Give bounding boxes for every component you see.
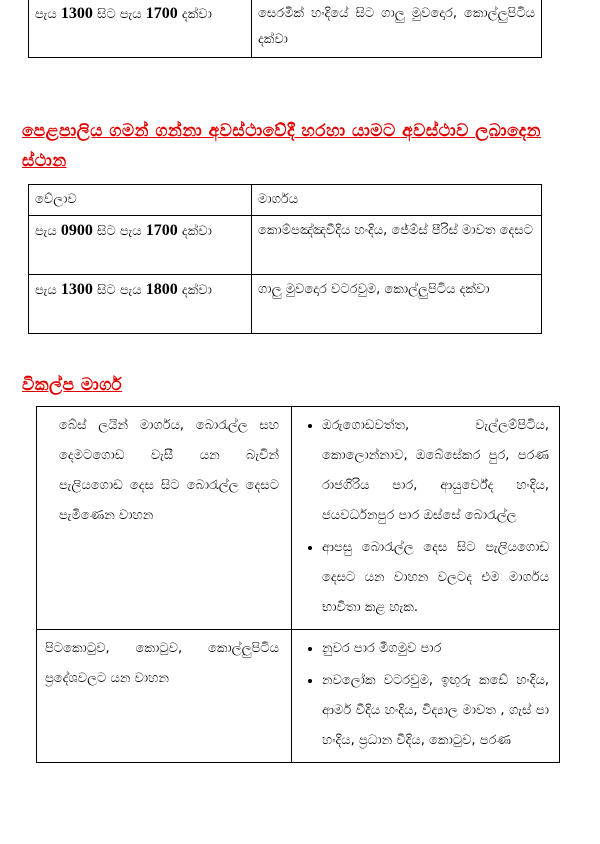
time-cell: [29, 0, 252, 58]
header-time: වේලාව: [29, 185, 252, 216]
list-item: • ඔරුගොඩවත්ත, වැල්ලම්පිටිය, කොලොන්නාව, ඔබේසේකර පුර, පරණ රාජගිරිය පාර, ආයුර්වේද හංදිය, ජයවර්ධනපුර පාර ඔස්සේ බොරැල්ල: [322, 411, 549, 531]
time-start: 1300: [60, 5, 93, 22]
list-item: • ආපසු බොරැල්ල දෙස සිට පැලියගොඩ දෙසට යන වාහන වලටද එම මාර්ගය භාවිතා කළ හැක.: [322, 533, 549, 623]
table-header-row: [29, 185, 542, 216]
table-row: [29, 216, 542, 275]
route-list: [296, 411, 549, 623]
alternative-route-cell: [292, 407, 560, 630]
table-row: [29, 0, 542, 58]
alternative-route-cell: [292, 630, 560, 763]
list-item: • නුවර පාර මීගමුව පාර: [322, 634, 549, 664]
time-mid: සිට පැය: [92, 7, 146, 22]
list-item: • නවලෝක වටරවුම, ඉඟුරු කඩේ හංදිය, ආමර් වීදිය හංදිය, විද්‍යාල මාවත , ගැස් පා හංදිය, ප්‍රධාන වීදිය, කොටුව, පරණ: [322, 666, 549, 756]
table-row: [29, 275, 542, 334]
crossing-points-table: [28, 184, 542, 334]
header-route: මාර්ගය: [252, 185, 542, 216]
route-cell: සෙරමික් හංදියේ සිට ගාලු මුවදොර, කොල්ලුපිටිය දක්වා: [252, 0, 542, 58]
route-list: [296, 634, 549, 756]
time-cell: පැය 1300 සිට පැය 1800 දක්වා: [29, 275, 252, 334]
table-row: [37, 407, 560, 630]
top-route-table: [28, 0, 542, 58]
section-heading-alternative-routes: විකල්ප මාර්ග: [22, 375, 123, 395]
route-cell: ගාලු මුවදොර වටරවුම, කොල්ලුපිටිය දක්වා: [252, 275, 542, 334]
table-row: [37, 630, 560, 763]
section-heading-crossing-points: පෙළපාලිය ගමන් ගන්නා අවස්ථාවේදී හරහා යාමට අවස්ථාව ලබාදෙන ස්ථාන: [22, 121, 541, 171]
time-cell: පැය 0900 සිට පැය 1700 දක්වා: [29, 216, 252, 275]
affected-vehicles-cell: පිටකොටුව, කොටුව, කොල්ලුපිටිය ප්‍රදේශවලට යන වාහන: [37, 630, 292, 763]
time-prefix: පැය: [35, 7, 61, 22]
alternative-routes-table: [36, 406, 560, 763]
time-suffix: දක්වා: [177, 7, 212, 22]
route-cell: කොම්පඤ්ඤවීදිය හංදිය, ජේම්ස් පීරිස් මාවත දෙසට: [252, 216, 542, 275]
time-end: 1700: [145, 5, 178, 22]
affected-vehicles-cell: බේස් ලයින් මාර්ගය, බොරැල්ල සහ දෙමටගොඩ වැසී යන බැවින් පැලියගොඩ දෙස සිට බොරැල්ල දෙසට පැමිණෙන වාහන: [37, 407, 292, 630]
